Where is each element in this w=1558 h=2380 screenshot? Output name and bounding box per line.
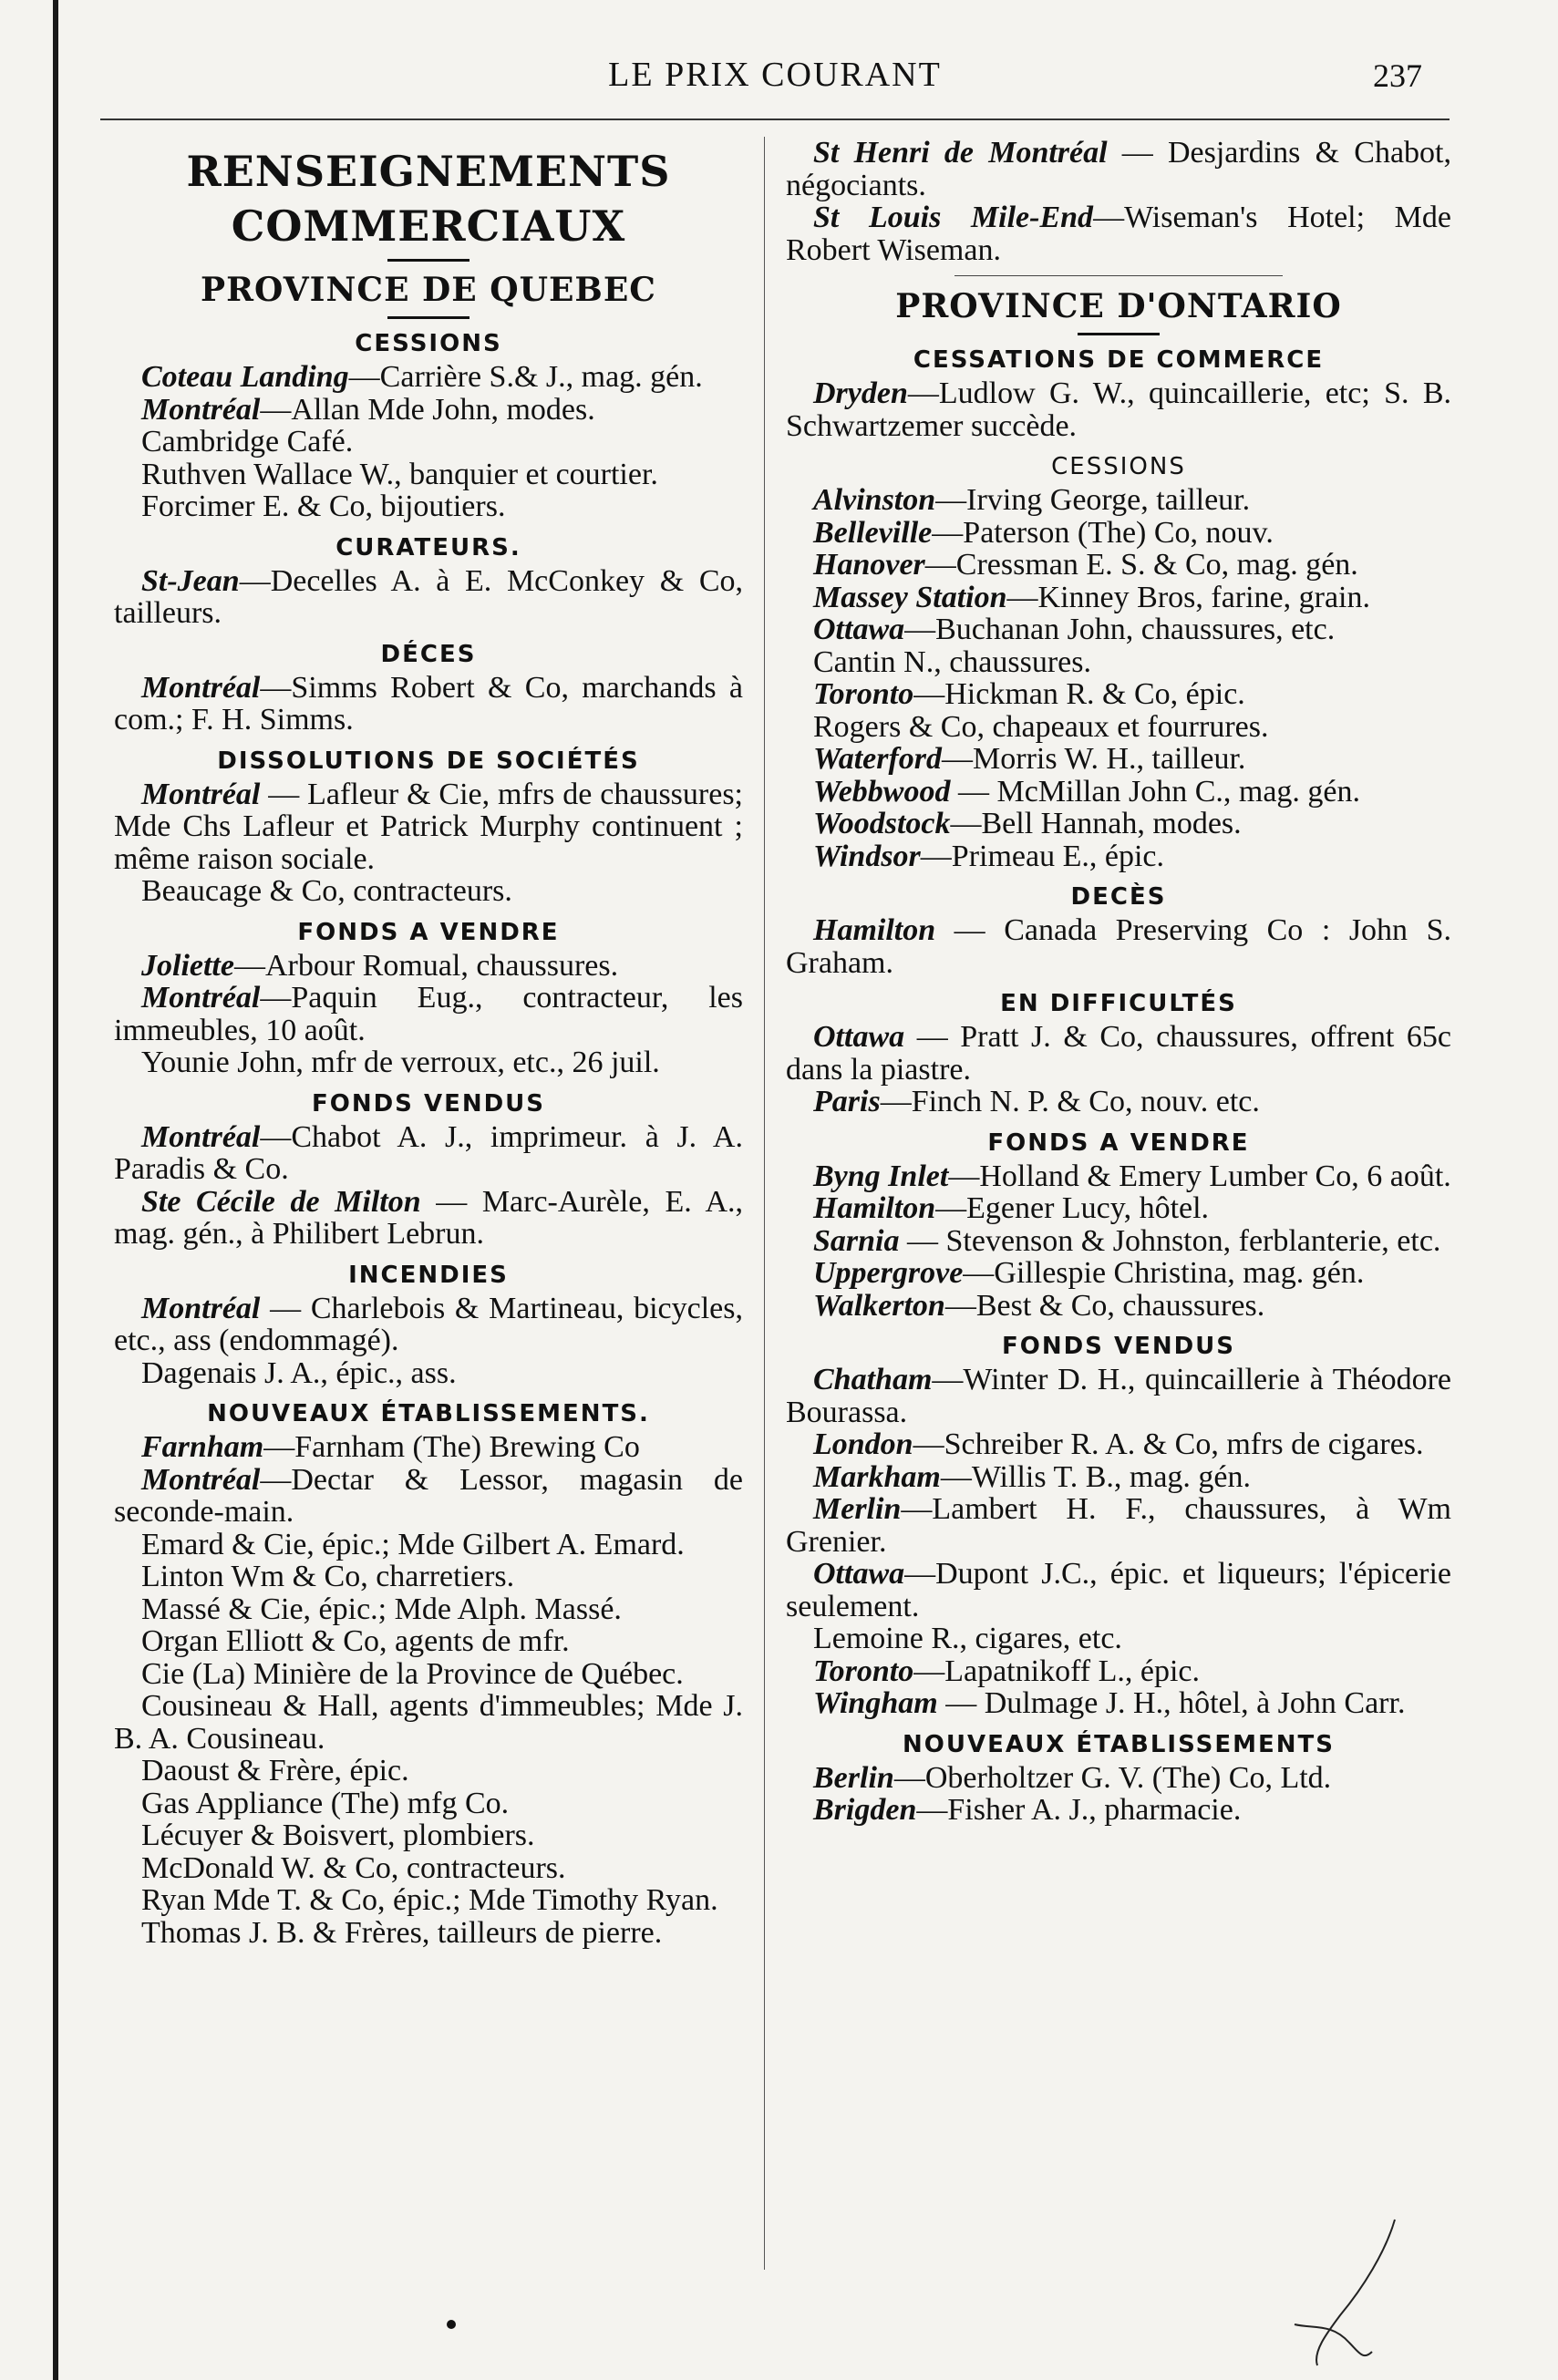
listing-entry: [114, 1788, 743, 1820]
listing-entry: [114, 672, 743, 737]
entry-text: —Wiseman's Hotel; Mde Robert Wiseman.: [786, 201, 1451, 267]
right-column: [786, 137, 1451, 1827]
entry-place: Ottawa: [813, 1020, 905, 1054]
listing-entry: [786, 1086, 1451, 1118]
listing-entry: [786, 1623, 1451, 1655]
listing-entry: [114, 1121, 743, 1186]
listing-entry: [114, 426, 743, 458]
entry-text: —Paterson (The) Co, nouv.: [932, 515, 1274, 550]
entry-text: —Lapatnikoff L., épic.: [913, 1654, 1201, 1688]
listing-entry: [786, 1364, 1451, 1428]
entry-place: Montréal: [141, 981, 261, 1015]
entry-place: Walkerton: [813, 1288, 945, 1323]
listing-entry: [786, 613, 1451, 646]
listing-entry: [114, 361, 743, 394]
listing-entry: [114, 490, 743, 523]
listing-entry: [786, 1021, 1451, 1086]
entry-place: Hamilton: [813, 913, 936, 947]
section-heading: CESSIONS: [355, 330, 502, 357]
listing-entry: [114, 1561, 743, 1593]
listing-entry: [114, 875, 743, 908]
entry-text: Lemoine R., cigares, etc.: [813, 1622, 1122, 1655]
entry-text: Organ Elliott & Co, agents de mfr.: [141, 1624, 570, 1658]
listing-entry: [786, 582, 1451, 614]
listing-entry: [786, 1558, 1451, 1623]
entry-text: —Oberholtzer G. V. (The) Co, Ltd.: [893, 1760, 1332, 1795]
entry-text: —Hickman R. & Co, épic.: [913, 677, 1245, 711]
section-heading: CURATEURS.: [335, 533, 521, 562]
listing-entry: [786, 646, 1451, 679]
listing-entry: [114, 982, 743, 1046]
listing-entry: [786, 840, 1451, 873]
listing-entry: [114, 1819, 743, 1852]
listing-entry: [786, 678, 1451, 711]
entry-text: —Farnham (The) Brewing Co: [263, 1430, 640, 1464]
entry-text: —Willis T. B., mag. gén.: [940, 1459, 1252, 1494]
province-rule: [1078, 333, 1160, 335]
section-heading: DÉCES: [380, 640, 477, 668]
entry-place: Woodstock: [813, 807, 951, 840]
entry-text: —Kinney Bros, farine, grain.: [1006, 580, 1371, 614]
entry-text: —Carrière S.& J., mag. gén.: [348, 360, 703, 394]
entry-place: Wingham: [813, 1686, 938, 1720]
listing-entry: [114, 1658, 743, 1691]
section-heading: NOUVEAUX ÉTABLISSEMENTS.: [207, 1400, 650, 1427]
entry-text: — Canada Preserving Co : John S. Graham.: [786, 913, 1451, 980]
listing-entry: [786, 1192, 1451, 1225]
province-heading-quebec: PROVINCE DE QUEBEC: [201, 271, 656, 309]
listing-entry: [114, 394, 743, 427]
section-heading: FONDS VENDUS: [1001, 1333, 1236, 1360]
entry-place: Waterford: [813, 742, 943, 776]
listing-entry: [114, 1917, 743, 1950]
listing-entry: [114, 565, 743, 630]
page-number: 237: [1373, 57, 1422, 94]
section-heading: CESSIONS: [1051, 453, 1186, 480]
entry-place: Chatham: [813, 1363, 933, 1396]
province-rule: [387, 316, 469, 319]
entry-text: — Lafleur & Cie, mfrs de chaussures; Mde Chs Lafleur et Patrick Murphy continuent ; même raison sociale.: [114, 777, 743, 876]
section-separator: [954, 275, 1283, 276]
handwritten-mark: [1276, 2215, 1422, 2370]
entry-text: —Cressman E. S. & Co, mag. gén.: [924, 548, 1358, 582]
listing-entry: [786, 1290, 1451, 1323]
listing-entry: [786, 377, 1451, 442]
entry-text: —Simms Robert & Co, marchands à com.; F. H. Simms.: [114, 670, 743, 737]
listing-entry: [114, 1186, 743, 1251]
entry-text: —Arbour Romual, chaussures.: [233, 948, 619, 983]
entry-place: Toronto: [813, 677, 914, 711]
left-sections: [114, 330, 743, 1949]
entry-text: —Morris W. H., tailleur.: [942, 742, 1246, 776]
entry-place: Byng Inlet: [813, 1159, 949, 1193]
listing-entry: [114, 458, 743, 491]
entry-place: Hanover: [813, 548, 925, 582]
scan-margin: [0, 0, 55, 2380]
entry-place: Montréal: [141, 392, 261, 427]
column-divider: [764, 137, 765, 2270]
page-header: [100, 55, 1450, 109]
entry-text: Daoust & Frère, épic.: [141, 1754, 409, 1788]
entry-place: Montréal: [141, 1291, 261, 1325]
entry-text: Linton Wm & Co, charretiers.: [141, 1560, 515, 1593]
listing-entry: [114, 1431, 743, 1464]
entry-text: —Lambert H. F., chaussures, à Wm Grenier.: [786, 1492, 1451, 1559]
listing-entry: [786, 808, 1451, 840]
entry-text: —Finch N. P. & Co, nouv. etc.: [880, 1085, 1260, 1118]
continued-entries: [786, 137, 1451, 266]
entry-text: — McMillan John C., mag. gén.: [950, 774, 1361, 809]
entry-text: Forcimer E. & Co, bijoutiers.: [141, 489, 506, 523]
entry-place: St-Jean: [141, 563, 240, 598]
section-heading: FONDS A VENDRE: [987, 1128, 1250, 1157]
listing-entry: [114, 1852, 743, 1885]
section-heading: DISSOLUTIONS DE SOCIÉTÉS: [217, 747, 640, 775]
entry-text: Cantin N., chaussures.: [813, 644, 1092, 679]
entry-place: Montréal: [141, 1119, 261, 1154]
listing-entry: [786, 914, 1451, 979]
listing-entry: [114, 950, 743, 983]
entry-place: Webbwood: [813, 774, 951, 809]
province-heading-ontario: PROVINCE D'ONTARIO: [895, 287, 1342, 325]
listing-entry: [786, 1794, 1451, 1827]
listing-entry: [114, 1755, 743, 1788]
entry-text: — Marc-Aurèle, E. A., mag. gén., à Philibert Lebrun.: [114, 1184, 744, 1251]
entry-place: Dryden: [813, 376, 908, 410]
listing-entry: [114, 1293, 743, 1357]
entry-text: Cambridge Café.: [141, 425, 354, 458]
entry-text: — Dulmage J. H., hôtel, à John Carr.: [937, 1686, 1406, 1720]
section-heading: NOUVEAUX ÉTABLISSEMENTS: [903, 1730, 1335, 1758]
entry-place: Montréal: [141, 1462, 261, 1497]
listing-entry: [786, 1160, 1451, 1193]
entry-place: Ottawa: [813, 1557, 905, 1591]
entry-text: —Irving George, tailleur.: [935, 483, 1251, 517]
entry-text: —Primeau E., épic.: [920, 839, 1164, 873]
running-title: LE PRIX COURANT: [608, 56, 942, 94]
listing-entry: [786, 484, 1451, 517]
entry-place: St Henri de Montréal: [813, 136, 1108, 170]
entry-text: Dagenais J. A., épic., ass.: [141, 1355, 457, 1390]
listing-entry: [114, 1529, 743, 1561]
listing-entry: [114, 778, 743, 876]
listing-entry: [786, 1428, 1451, 1461]
entry-text: —Dectar & Lessor, magasin de seconde-main.: [114, 1462, 743, 1529]
entry-text: Ruthven Wallace W., banquier et courtier.: [141, 457, 658, 491]
listing-entry: [786, 137, 1451, 201]
entry-place: Ottawa: [813, 613, 905, 646]
entry-place: Toronto: [813, 1654, 914, 1688]
section-heading: FONDS A VENDRE: [297, 918, 560, 946]
section-heading: INCENDIES: [348, 1261, 509, 1289]
entry-place: Uppergrove: [813, 1256, 964, 1290]
entry-text: Cie (La) Minière de la Province de Québec.: [141, 1656, 684, 1691]
listing-entry: [786, 1762, 1451, 1795]
entry-text: Gas Appliance (The) mfg Co.: [141, 1786, 510, 1820]
listing-entry: [786, 743, 1451, 776]
entry-text: Emard & Cie, épic.; Mde Gilbert A. Emard.: [141, 1527, 685, 1561]
entry-text: —Chabot A. J., imprimeur. à J. A. Paradis & Co.: [114, 1119, 743, 1186]
listing-entry: [786, 517, 1451, 550]
listing-entry: [114, 1357, 743, 1390]
listing-entry: [786, 1493, 1451, 1558]
entry-place: London: [813, 1427, 913, 1461]
entry-text: — Charlebois & Martineau, bicycles, etc., ass (endommagé).: [114, 1291, 743, 1357]
listing-entry: [114, 1046, 743, 1079]
entry-text: — Desjardins & Chabot, négociants.: [786, 136, 1451, 202]
entry-text: —Bell Hannah, modes.: [950, 807, 1242, 840]
binding-edge: [53, 0, 58, 2380]
entry-place: Markham: [813, 1459, 941, 1494]
header-rule: [100, 118, 1450, 120]
entry-text: Thomas J. B. & Frères, tailleurs de pierre.: [141, 1915, 663, 1950]
listing-entry: [114, 1884, 743, 1917]
entry-place: Sarnia: [813, 1223, 900, 1258]
entry-place: Paris: [813, 1085, 881, 1118]
entry-text: Lécuyer & Boisvert, plombiers.: [141, 1818, 535, 1852]
entry-text: —Ludlow G. W., quincaillerie, etc; S. B. Schwartzemer succède.: [786, 376, 1451, 443]
ink-dot: [447, 2320, 456, 2329]
section-heading: CESSATIONS DE COMMERCE: [913, 346, 1325, 374]
entry-text: Beaucage & Co, contracteurs.: [141, 874, 512, 908]
entry-text: Ryan Mde T. & Co, épic.; Mde Timothy Ryan.: [141, 1883, 718, 1917]
right-sections: [786, 346, 1451, 1827]
listing-entry: [786, 1687, 1451, 1720]
entry-place: Farnham: [141, 1430, 264, 1464]
listing-entry: [786, 1655, 1451, 1688]
left-column: [114, 137, 743, 1949]
entry-text: Massé & Cie, épic.; Mde Alph. Massé.: [141, 1592, 622, 1626]
entry-text: —Buchanan John, chaussures, etc.: [904, 613, 1336, 646]
entry-text: Cousineau & Hall, agents d'immeubles; Mde J. B. A. Cousineau.: [114, 1689, 743, 1756]
entry-text: —Best & Co, chaussures.: [944, 1288, 1265, 1323]
entry-place: Windsor: [813, 839, 921, 873]
entry-text: —Holland & Emery Lumber Co, 6 août.: [948, 1159, 1451, 1193]
entry-place: Belleville: [813, 515, 933, 550]
listing-entry: [114, 1625, 743, 1658]
entry-text: —Dupont J.C., épic. et liqueurs; l'épicerie seulement.: [786, 1557, 1451, 1623]
section-heading: FONDS VENDUS: [311, 1089, 546, 1118]
entry-text: McDonald W. & Co, contracteurs.: [141, 1850, 566, 1885]
section-heading: EN DIFFICULTÉS: [1000, 990, 1237, 1017]
entry-place: Coteau Landing: [141, 360, 349, 394]
listing-entry: [786, 776, 1451, 809]
entry-place: Montréal: [141, 670, 261, 705]
entry-place: Ste Cécile de Milton: [141, 1184, 421, 1219]
page-title: RENSEIGNEMENTS COMMERCIAUX: [186, 147, 671, 251]
entry-place: Berlin: [813, 1760, 894, 1795]
entry-text: Younie John, mfr de verroux, etc., 26 juil.: [141, 1046, 660, 1079]
entry-text: —Allan Mde John, modes.: [260, 392, 595, 427]
entry-place: Merlin: [813, 1492, 902, 1526]
listing-entry: [114, 1593, 743, 1626]
listing-entry: [786, 1257, 1451, 1290]
entry-place: Alvinston: [813, 483, 936, 517]
entry-place: Brigden: [813, 1793, 917, 1827]
entry-place: St Louis Mile-End: [813, 201, 1094, 234]
entry-text: —Schreiber R. A. & Co, mfrs de cigares.: [913, 1427, 1424, 1461]
entry-text: —Winter D. H., quincaillerie à Théodore Bourassa.: [786, 1363, 1451, 1429]
listing-entry: [114, 1690, 743, 1755]
entry-place: Montréal: [141, 777, 261, 811]
entry-text: —Decelles A. à E. McConkey & Co, tailleurs.: [114, 563, 743, 630]
section-heading: DECÈS: [1070, 883, 1167, 911]
title-rule: [387, 259, 469, 262]
listing-entry: [786, 201, 1451, 266]
entry-text: —Fisher A. J., pharmacie.: [916, 1793, 1242, 1827]
entry-text: Rogers & Co, chapeaux et fourrures.: [813, 709, 1269, 744]
listing-entry: [114, 1464, 743, 1529]
listing-entry: [786, 1225, 1451, 1258]
entry-text: —Gillespie Christina, mag. gén.: [963, 1256, 1365, 1290]
entry-place: Joliette: [141, 948, 234, 983]
entry-place: Massey Station: [813, 580, 1007, 614]
entry-text: —Egener Lucy, hôtel.: [935, 1191, 1210, 1225]
entry-text: — Stevenson & Johnston, ferblanterie, etc.: [899, 1223, 1441, 1258]
entry-text: —Paquin Eug., contracteur, les immeubles, 10 août.: [114, 981, 743, 1047]
entry-place: Hamilton: [813, 1191, 936, 1225]
entry-text: — Pratt J. & Co, chaussures, offrent 65c dans la piastre.: [786, 1020, 1451, 1087]
listing-entry: [786, 549, 1451, 582]
listing-entry: [786, 1461, 1451, 1494]
listing-entry: [786, 711, 1451, 744]
